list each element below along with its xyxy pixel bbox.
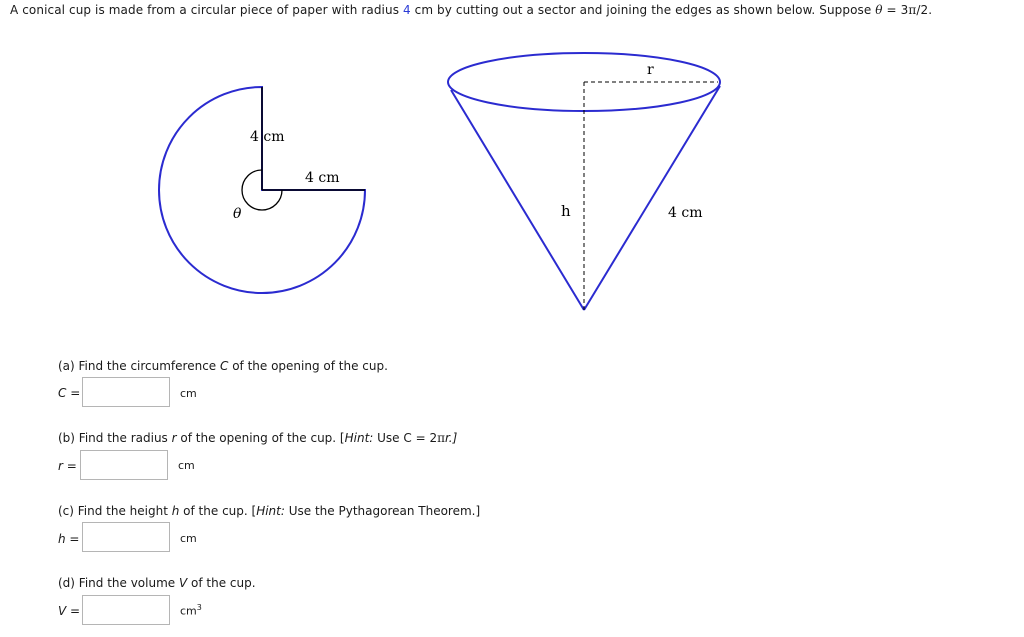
question-b-hint-text: Use C = 2 xyxy=(373,431,438,445)
answer-b-input[interactable] xyxy=(80,450,168,480)
intro-equals: = 3 xyxy=(882,3,909,17)
pi-symbol: π xyxy=(908,3,917,17)
sector-top-label: 4 cm xyxy=(250,129,285,145)
answer-d-label: V = xyxy=(58,604,81,618)
radius-value: 4 xyxy=(402,3,411,17)
question-b-pi: π xyxy=(437,431,445,445)
answer-a-label: C = xyxy=(58,386,81,400)
intro-tail: /2. xyxy=(916,3,933,17)
answer-row-c xyxy=(58,532,80,546)
theta-symbol: θ xyxy=(875,3,883,17)
answer-a-unit: cm xyxy=(180,387,197,400)
answer-row-d xyxy=(58,604,80,618)
question-b-var: r xyxy=(171,431,177,445)
intro-text-middle: cm by cutting out a sector and joining the edges as shown below. Suppose xyxy=(410,3,876,17)
answer-d-input[interactable] xyxy=(82,595,170,625)
question-b-hint: Hint: xyxy=(344,431,374,445)
question-a-prefix: (a) Find the circumference xyxy=(58,359,220,373)
question-c-var: h xyxy=(171,504,180,518)
question-d-prefix: (d) Find the volume xyxy=(58,576,179,590)
answer-a-input[interactable] xyxy=(82,377,170,407)
question-a-var: C xyxy=(220,359,229,373)
question-c-prefix: (c) Find the height xyxy=(58,504,172,518)
sector-right-label: 4 cm xyxy=(305,170,340,186)
intro-text-start: A conical cup is made from a circular piece of paper with radius xyxy=(10,3,403,17)
question-a-suffix: of the opening of the cup. xyxy=(228,359,388,373)
question-c-suffix: of the cup. [ xyxy=(179,504,257,518)
cone-right-side xyxy=(584,86,720,310)
answer-c-unit: cm xyxy=(180,532,197,545)
question-b-suffix: of the opening of the cup. [ xyxy=(176,431,345,445)
answer-c-label: h = xyxy=(58,532,80,546)
cone-slant-label: 4 cm xyxy=(668,205,703,221)
question-b-hint-end: r.] xyxy=(444,431,458,445)
question-c-hint-text: Use the Pythagorean Theorem.] xyxy=(284,504,481,518)
question-a xyxy=(58,359,388,373)
answer-b-unit: cm xyxy=(178,459,195,472)
question-b-prefix: (b) Find the radius xyxy=(58,431,172,445)
question-d xyxy=(58,576,256,590)
answer-b-label: r = xyxy=(58,459,77,473)
answer-row-a xyxy=(58,386,80,400)
question-b xyxy=(58,431,457,445)
theta-label: θ xyxy=(233,206,242,222)
cone-left-side xyxy=(451,90,584,310)
cone-height-label: h xyxy=(561,202,571,220)
question-d-var: V xyxy=(178,576,188,590)
question-c-hint: Hint: xyxy=(256,504,285,518)
answer-row-b xyxy=(58,459,80,473)
answer-d-unit: $cm^3$ xyxy=(180,603,202,618)
question-c xyxy=(58,504,480,518)
question-d-suffix: of the cup. xyxy=(187,576,256,590)
answer-c-input[interactable] xyxy=(82,522,170,552)
cone-radius-label: r xyxy=(647,62,654,78)
